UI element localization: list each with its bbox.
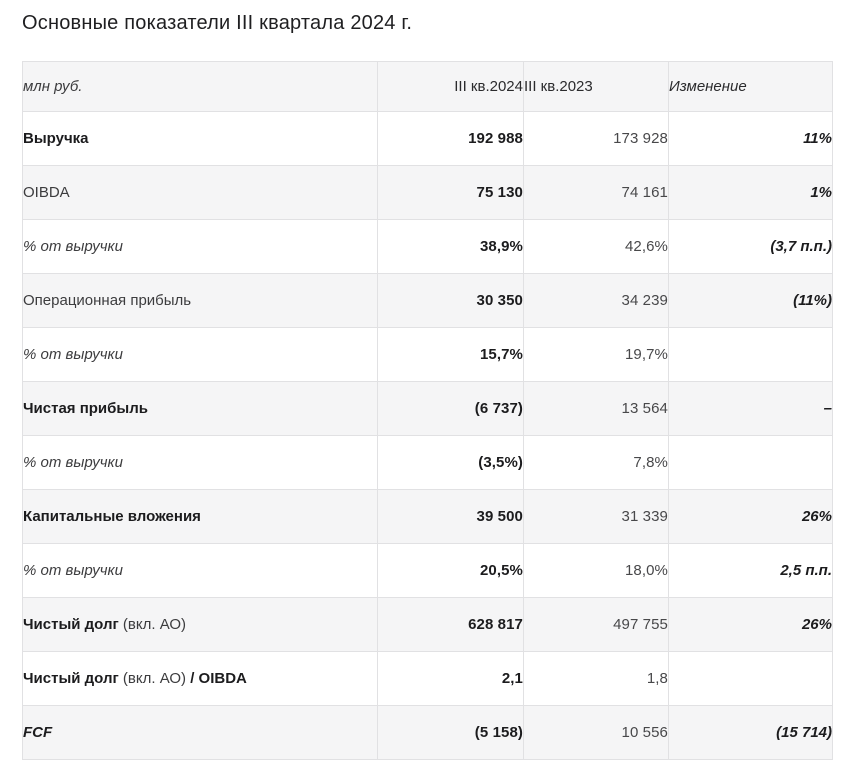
table-row (23, 598, 833, 652)
table-row (23, 382, 833, 436)
value-q3-2023-cell: 497 755 (524, 598, 669, 652)
metric-label-part: Чистый долг (23, 616, 119, 633)
table-body (23, 112, 833, 760)
metric-label-cell (23, 706, 378, 760)
table-row (23, 652, 833, 706)
metric-label-part: % от выручки (23, 238, 123, 255)
value-q3-2024-cell: 38,9% (378, 220, 524, 274)
metric-label-part: Выручка (23, 130, 89, 147)
table-header (23, 62, 833, 112)
change-value-cell: 2,5 п.п. (669, 544, 833, 598)
value-q3-2023-cell: 10 556 (524, 706, 669, 760)
metric-label-part: / OIBDA (186, 670, 247, 687)
change-value-cell: 26% (669, 490, 833, 544)
metric-label-cell (23, 166, 378, 220)
value-q3-2023-cell: 42,6% (524, 220, 669, 274)
table-row (23, 220, 833, 274)
page-title: Основные показатели III квартала 2024 г. (22, 12, 413, 34)
value-q3-2024-cell: 628 817 (378, 598, 524, 652)
metric-label-part: Чистая прибыль (23, 400, 148, 417)
change-value-cell (669, 652, 833, 706)
metric-label-cell (23, 220, 378, 274)
header-cell-change: Изменение (669, 62, 833, 112)
value-q3-2024-cell: 192 988 (378, 112, 524, 166)
value-q3-2023-cell: 19,7% (524, 328, 669, 382)
value-q3-2024-cell: 30 350 (378, 274, 524, 328)
change-value-cell: – (669, 382, 833, 436)
table-row (23, 328, 833, 382)
value-q3-2024-cell: (6 737) (378, 382, 524, 436)
value-q3-2024-cell: 2,1 (378, 652, 524, 706)
header-row (23, 62, 833, 112)
value-q3-2024-cell: 39 500 (378, 490, 524, 544)
table-row (23, 274, 833, 328)
value-q3-2023-cell: 7,8% (524, 436, 669, 490)
metric-label-part: (вкл. АО) (118, 670, 187, 687)
metric-label-part: % от выручки (23, 454, 123, 471)
value-q3-2023-cell: 31 339 (524, 490, 669, 544)
metric-label-part: Чистый долг (23, 670, 119, 687)
metric-label-part: (вкл. АО) (118, 616, 187, 633)
metric-label-cell (23, 598, 378, 652)
value-q3-2024-cell: 75 130 (378, 166, 524, 220)
change-value-cell: (3,7 п.п.) (669, 220, 833, 274)
table-row (23, 544, 833, 598)
value-q3-2023-cell: 173 928 (524, 112, 669, 166)
metric-label-part: FCF (23, 724, 53, 741)
change-value-cell (669, 328, 833, 382)
financial-indicators-table (22, 61, 833, 760)
value-q3-2024-cell: 20,5% (378, 544, 524, 598)
metric-label-cell (23, 382, 378, 436)
value-q3-2024-cell: (5 158) (378, 706, 524, 760)
value-q3-2024-cell: 15,7% (378, 328, 524, 382)
metric-label-part: Капитальные вложения (23, 508, 201, 525)
table-row (23, 166, 833, 220)
metric-label-cell (23, 544, 378, 598)
value-q3-2023-cell: 74 161 (524, 166, 669, 220)
header-cell-q3-2023: III кв.2023 (524, 62, 669, 112)
metric-label-part: % от выручки (23, 562, 123, 579)
change-value-cell: (15 714) (669, 706, 833, 760)
value-q3-2023-cell: 18,0% (524, 544, 669, 598)
metric-label-part: % от выручки (23, 346, 123, 363)
change-value-cell: 1% (669, 166, 833, 220)
metric-label-cell (23, 274, 378, 328)
metric-label-cell (23, 490, 378, 544)
change-value-cell: 11% (669, 112, 833, 166)
header-cell-q3-2024: III кв.2024 (378, 62, 524, 112)
value-q3-2023-cell: 13 564 (524, 382, 669, 436)
metric-label-cell (23, 328, 378, 382)
metric-label-cell (23, 652, 378, 706)
table-row (23, 490, 833, 544)
metric-label-cell (23, 436, 378, 490)
value-q3-2023-cell: 1,8 (524, 652, 669, 706)
header-cell-unit: млн руб. (23, 62, 378, 112)
change-value-cell: (11%) (669, 274, 833, 328)
table-row (23, 706, 833, 760)
change-value-cell: 26% (669, 598, 833, 652)
metric-label-part: Операционная прибыль (23, 292, 192, 309)
change-value-cell (669, 436, 833, 490)
value-q3-2024-cell: (3,5%) (378, 436, 524, 490)
table-row (23, 436, 833, 490)
metric-label-part: OIBDA (23, 184, 70, 201)
metric-label-cell (23, 112, 378, 166)
table-row (23, 112, 833, 166)
value-q3-2023-cell: 34 239 (524, 274, 669, 328)
